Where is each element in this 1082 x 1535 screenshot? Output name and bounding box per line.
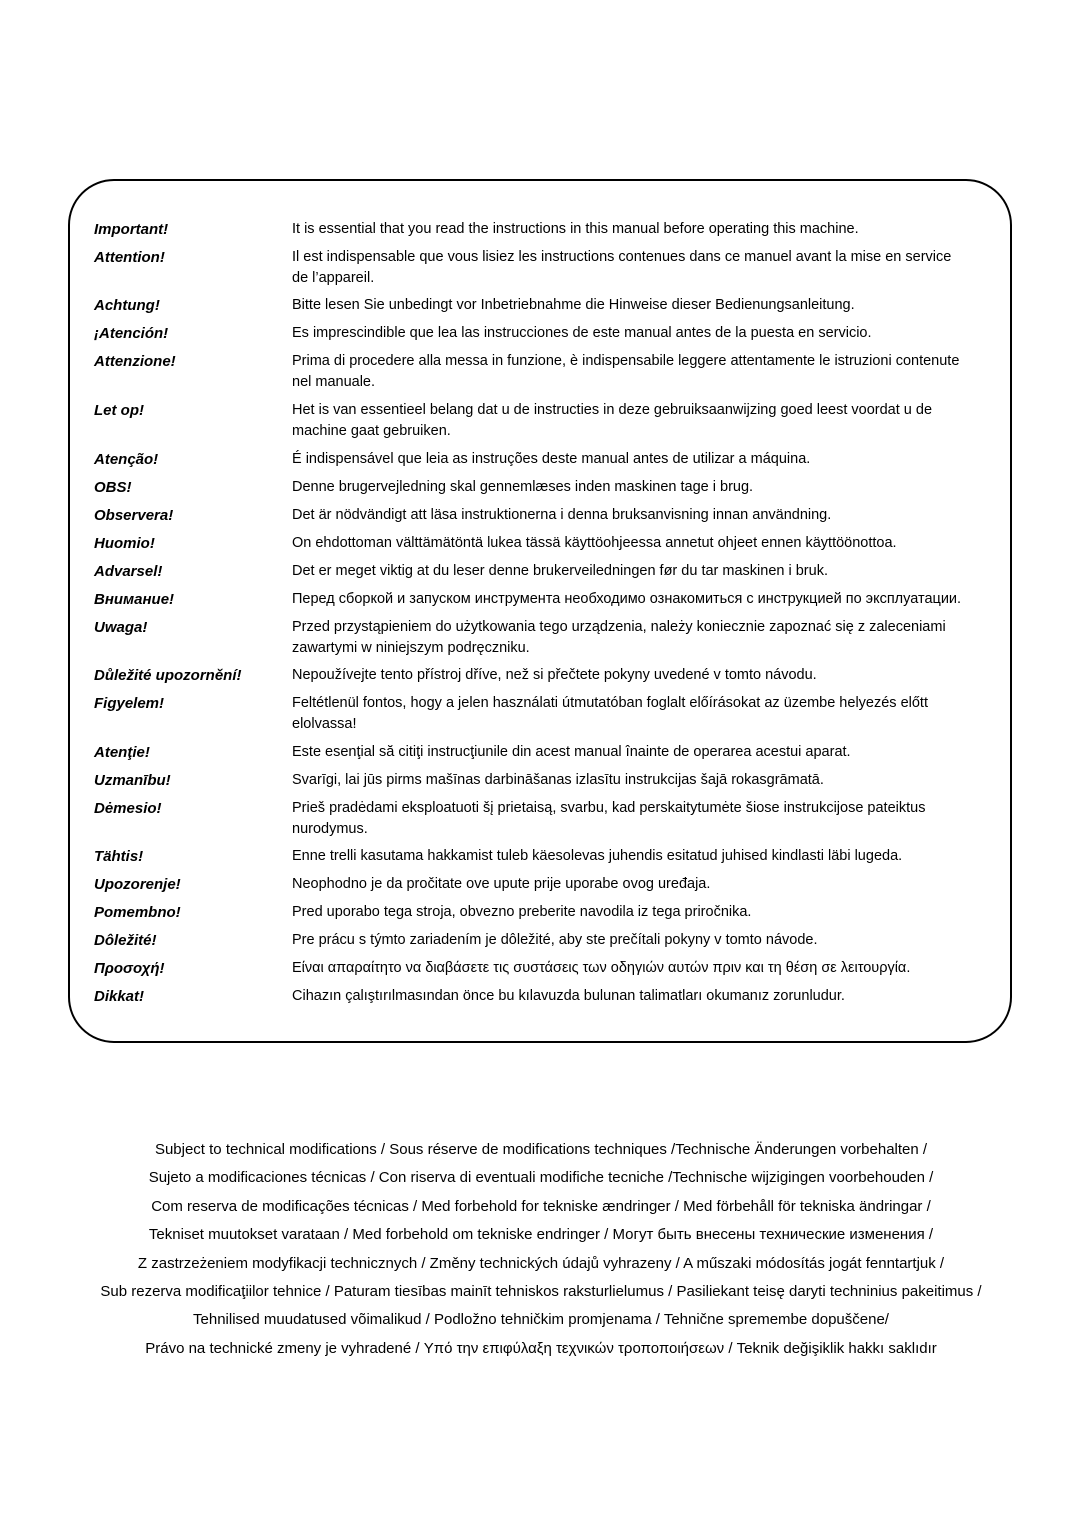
notice-text: É indispensável que leia as instruções deste manual antes de utilizar a máquina.: [292, 451, 811, 467]
notice-row: [94, 902, 1002, 923]
notice-row: [94, 400, 1002, 442]
notice-row: [94, 617, 1002, 659]
notice-text: Pre prácu s týmto zariadením je dôležité, aby ste prečítali pokyny v tomto návode.: [292, 932, 818, 948]
notice-label: Dôležité!: [94, 932, 157, 949]
notice-text: Neophodno je da pročitate ove upute prije uporabe ovog uređaja.: [292, 876, 711, 892]
notice-text: Il est indispensable que vous lisiez les instructions contenues dans ce manuel avant la mise en service de l’appareil.: [292, 249, 952, 286]
notice-row: [94, 693, 1002, 735]
notice-label: Atenção!: [94, 451, 159, 468]
notice-row: [94, 219, 1002, 240]
notice-row: [94, 477, 1002, 498]
notice-label: Attenzione!: [94, 353, 176, 370]
notice-label: Let op!: [94, 402, 144, 419]
notice-text: On ehdottoman välttämätöntä lukea tässä käyttöohjeessa annetut ohjeet ennen käyttöönottoa.: [292, 535, 897, 551]
notice-label: Uzmanību!: [94, 772, 171, 789]
notice-row: [94, 742, 1002, 763]
notice-row: [94, 351, 1002, 393]
footer-line: Právo na technické zmeny je vyhradené / Υπό την επιφύλαξη τεχνικών τροποποιήσεων / Teknik değişiklik hakkı saklıdır: [145, 1339, 937, 1357]
notice-row: [94, 930, 1002, 951]
notice-label: Dėmesio!: [94, 800, 162, 817]
notice-label: Achtung!: [94, 297, 160, 314]
notice-text: Перед сборкой и запуском инструмента необходимо ознакомиться с инструкцией по эксплуатации.: [292, 591, 962, 607]
notice-row: [94, 770, 1002, 791]
notice-label: Important!: [94, 221, 169, 238]
notice-row: [94, 561, 1002, 582]
notice-row: [94, 665, 1002, 686]
notice-text: Cihazın çalıştırılmasından önce bu kılavuzda bulunan talimatları okumanız zorunludur.: [292, 988, 845, 1004]
notice-text: It is essential that you read the instructions in this manual before operating this machine.: [292, 221, 859, 237]
notice-text: Este esenţial să citiţi instrucţiunile din acest manual înainte de operarea acestui aparat.: [292, 744, 851, 760]
notice-row: [94, 798, 1002, 840]
notice-label: Προσοχή!: [94, 960, 165, 977]
footer-line: Sub rezerva modificaţiilor tehnice / Paturam tiesības mainīt tehniskos raksturlielumus / Pasiliekant teisę daryti techninius pakeitimus /: [100, 1283, 982, 1301]
footer-line: Sujeto a modificaciones técnicas / Con riserva di eventuali modifiche tecniche /Technische wijzigingen voorbehouden /: [148, 1169, 934, 1187]
footer-line: Subject to technical modifications / Sous réserve de modifications techniques /Technische Änderungen vorbehalten /: [154, 1141, 928, 1158]
notice-text: Feltétlenül fontos, hogy a jelen használati útmutatóban foglalt előírásokat az üzembe helyezés előtt elolvassa!: [292, 695, 928, 732]
notice-row: [94, 874, 1002, 895]
notice-label: Uwaga!: [94, 619, 148, 636]
notice-text: Het is van essentieel belang dat u de instructies in deze gebruiksaanwijzing goed leest voordat u de machine gaat gebruiken.: [292, 402, 933, 439]
notice-text: Denne brugervejledning skal gennemlæses inden maskinen tage i brug.: [292, 479, 754, 495]
notice-text: Svarīgi, lai jūs pirms mašīnas darbināšanas izlasītu instrukcijas šajā rokasgrāmatā.: [292, 772, 824, 788]
notice-label: Upozorenje!: [94, 876, 181, 893]
notice-row: [94, 589, 1002, 610]
notice-box: [68, 179, 1012, 1043]
notice-row: [94, 295, 1002, 316]
notice-row: [94, 505, 1002, 526]
notice-label: Observera!: [94, 507, 174, 524]
notice-text: Bitte lesen Sie unbedingt vor Inbetriebnahme die Hinweise dieser Bedienungsanleitung.: [292, 297, 855, 313]
notice-text: Es imprescindible que lea las instrucciones de este manual antes de la puesta en servicio.: [292, 325, 872, 341]
notice-label: Figyelem!: [94, 695, 165, 712]
notice-label: Tähtis!: [94, 848, 144, 865]
notice-row: [94, 986, 1002, 1007]
notice-text: Enne trelli kasutama hakkamist tuleb käesolevas juhendis esitatud juhised kindlasti läbi lugeda.: [292, 848, 903, 864]
notice-label: ¡Atención!: [94, 325, 169, 342]
notice-row: [94, 846, 1002, 867]
notice-label: Advarsel!: [94, 563, 163, 580]
notice-text: Przed przystąpieniem do użytkowania tego urządzenia, należy koniecznie zapoznać się z zaleceniami zawartymi w niniejszym podręczniku.: [292, 619, 946, 656]
notice-row: [94, 323, 1002, 344]
technical-modifications-footer: [40, 1136, 1042, 1363]
notice-text: Είναι απαραίτητο να διαβάσετε τις συστάσεις των οδηγιών αυτών πριν και τη θέση σε λειτουργία.: [292, 960, 911, 976]
notice-text: Prieš pradėdami eksploatuoti šį prietaisą, svarbu, kad perskaitytumėte šiose instrukcijose pateiktus nurodymus.: [292, 800, 926, 837]
notice-text: Nepoužívejte tento přístroj dříve, než si přečtete pokyny uvedené v tomto návodu.: [292, 667, 817, 683]
notice-text: Pred uporabo tega stroja, obvezno preberite navodila iz tega priročnika.: [292, 904, 752, 920]
footer-line: Z zastrzeżeniem modyfikacji technicznych / Změny technických údajů vyhrazeny / A műszaki módosítás jogát fenntartjuk /: [137, 1254, 945, 1272]
notice-label: Pomembno!: [94, 904, 181, 921]
notice-text: Det är nödvändigt att läsa instruktionerna i denna bruksanvisning innan användning.: [292, 507, 832, 523]
notice-row: [94, 958, 1002, 979]
notice-label: Внимание!: [94, 591, 175, 608]
notice-label: Dikkat!: [94, 988, 145, 1005]
notice-row: [94, 449, 1002, 470]
footer-line: Tekniset muutokset varataan / Med forbehold om tekniske endringer / Могут быть внесены технические изменения /: [148, 1226, 934, 1244]
notice-label: Atenţie!: [94, 744, 150, 761]
notice-label: Huomio!: [94, 535, 155, 552]
notice-text: Prima di procedere alla messa in funzione, è indispensabile leggere attentamente le istruzioni contenute nel manuale.: [292, 353, 960, 390]
notice-row: [94, 247, 1002, 289]
footer-line: Tehnilised muudatused võimalikud / Podložno tehničkim promjenama / Tehnične spremembe dopuščene/: [193, 1311, 889, 1329]
notice-label: Důležité upozornění!: [94, 667, 242, 684]
notice-row: [94, 533, 1002, 554]
footer-line: Com reserva de modificações técnicas / Med forbehold for tekniske ændringer / Med förbehåll för tekniska ändringar /: [151, 1197, 931, 1215]
notice-text: Det er meget viktig at du leser denne brukerveiledningen før du tar maskinen i bruk.: [292, 563, 828, 579]
notice-label: Attention!: [94, 249, 165, 266]
notice-label: OBS!: [94, 479, 132, 496]
